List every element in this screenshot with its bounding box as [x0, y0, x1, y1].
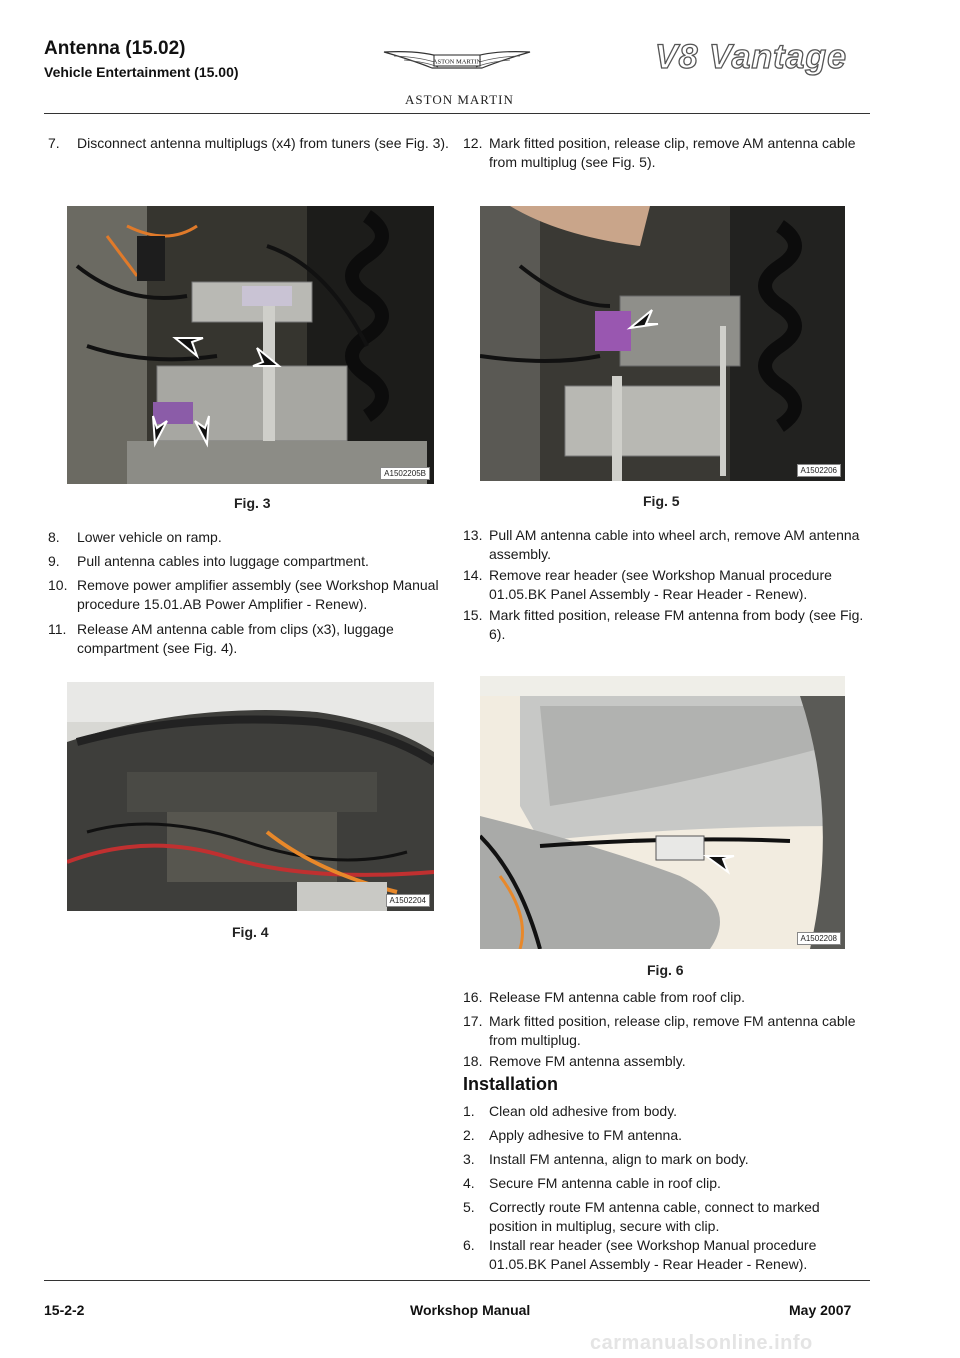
step-7: 7. Disconnect antenna multiplugs (x4) from tuners (see Fig. 3).: [48, 135, 449, 151]
model-logo: V8 Vantage: [655, 38, 848, 76]
fig6-photo: [480, 676, 845, 949]
install-step-6: 6. Install rear header (see Workshop Manual procedure 01.05.BK Panel Assembly - Rear Header - Renew).: [463, 1237, 817, 1272]
watermark: carmanualsonline.info: [590, 1332, 813, 1354]
logo-text: ASTON MARTIN: [432, 58, 482, 66]
fig3-photo: [67, 206, 434, 484]
fig5-photo: [480, 206, 845, 481]
step-9: 9. Pull antenna cables into luggage compartment.: [48, 553, 369, 569]
fig5-code: A1502206: [797, 464, 841, 477]
section-subtitle: Vehicle Entertainment (15.00): [44, 64, 239, 80]
fig6-code: A1502208: [797, 932, 841, 945]
step-14: 14. Remove rear header (see Workshop Manual procedure 01.05.BK Panel Assembly - Rear Header - Renew).: [463, 567, 832, 602]
install-step-5: 5. Correctly route FM antenna cable, connect to marked position in multiplug, secure with clip.: [463, 1199, 820, 1234]
page-number: 15-2-2: [44, 1302, 85, 1318]
step-12: 12. Mark fitted position, release clip, remove AM antenna cable from multiplug (see Fig. 5).: [463, 135, 856, 170]
publication-date: May 2007: [789, 1302, 852, 1318]
fig4-caption: Fig. 4: [232, 924, 269, 940]
aston-martin-wings-logo: [382, 44, 532, 89]
step-16: 16. Release FM antenna cable from roof clip.: [463, 989, 746, 1005]
fig3-caption: Fig. 3: [234, 495, 271, 511]
install-step-4: 4. Secure FM antenna cable in roof clip.: [463, 1175, 721, 1191]
install-step-1: 1. Clean old adhesive from body.: [463, 1103, 678, 1119]
step-13: 13. Pull AM antenna cable into wheel arch, remove AM antenna assembly.: [463, 527, 860, 562]
fig6-caption: Fig. 6: [647, 962, 684, 978]
section-title: Antenna (15.02): [44, 38, 186, 59]
header-rule: [44, 113, 870, 114]
footer-rule: [44, 1280, 870, 1281]
step-11: 11. Release AM antenna cable from clips (x3), luggage compartment (see Fig. 4).: [48, 621, 394, 656]
brand-wordmark: ASTON MARTIN: [405, 92, 514, 107]
step-10: 10. Remove power amplifier assembly (see Workshop Manual procedure 15.01.AB Power Amplifier - Renew).: [48, 577, 439, 612]
fig5-caption: Fig. 5: [643, 493, 680, 509]
manual-title: Workshop Manual: [410, 1302, 531, 1318]
install-step-3: 3. Install FM antenna, align to mark on body.: [463, 1151, 749, 1167]
install-step-2: 2. Apply adhesive to FM antenna.: [463, 1127, 683, 1143]
step-15: 15. Mark fitted position, release FM antenna from body (see Fig. 6).: [463, 607, 864, 642]
installation-heading: Installation: [463, 1074, 559, 1094]
fig3-code: A1502205B: [380, 467, 430, 480]
step-17: 17. Mark fitted position, release clip, remove FM antenna cable from multiplug.: [463, 1013, 856, 1048]
fig4-code: A1502204: [386, 894, 430, 907]
step-18: 18. Remove FM antenna assembly.: [463, 1053, 686, 1069]
step-8: 8. Lower vehicle on ramp.: [48, 529, 222, 545]
fig4-photo: [67, 682, 434, 911]
